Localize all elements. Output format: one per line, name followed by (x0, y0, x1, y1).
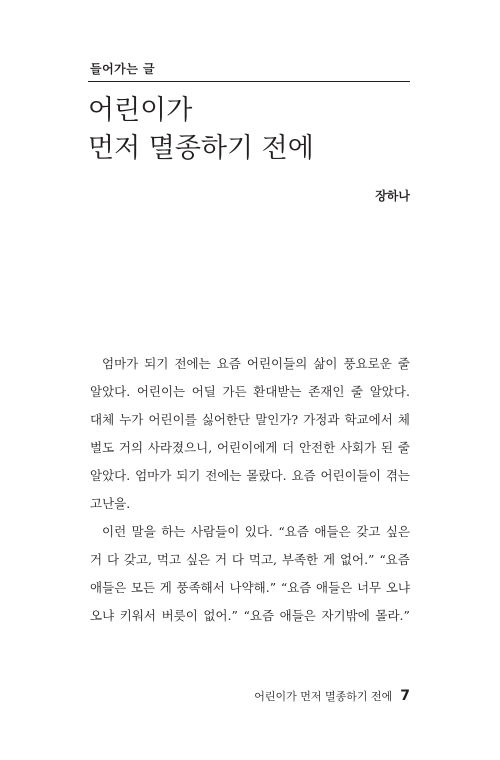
chapter-title-line-1: 어린이가 (88, 95, 193, 126)
body-line: 알았다. 어린이는 어딜 가든 환대받는 존재인 줄 알았다. (90, 384, 410, 399)
body-line: 거 다 갖고, 먹고 싶은 거 다 먹고, 부족한 게 없어.” “요즘 (90, 552, 410, 567)
body-line: 대체 누가 어린이를 싫어한단 말인가? 가정과 학교에서 체 (90, 412, 410, 427)
body-line: 벌도 거의 사라졌으니, 어린이에게 더 안전한 사회가 된 줄 (90, 440, 410, 455)
body-line: 오냐 키워서 버릇이 없어.” “요즘 애들은 자기밖에 몰라.” (90, 608, 410, 623)
body-line: 이런 말을 하는 사람들이 있다. “요즘 애들은 갖고 싶은 (102, 524, 410, 539)
author-name: 장하나 (375, 189, 410, 203)
body-line: 애들은 모든 게 풍족해서 나약해.” “요즘 애들은 너무 오냐 (90, 580, 410, 595)
running-title: 어린이가 먼저 멸종하기 전에 (254, 690, 393, 703)
body-text (90, 350, 410, 630)
body-line: 고난을. (90, 496, 131, 511)
page-footer (254, 688, 410, 704)
chapter-title (88, 92, 314, 168)
section-label: 들어가는 글 (90, 62, 156, 76)
body-line: 알았다. 엄마가 되기 전에는 몰랐다. 요즘 어린이들이 겪는 (90, 468, 410, 483)
chapter-title-line-2: 먼저 멸종하기 전에 (88, 133, 314, 164)
page-number: 7 (400, 688, 410, 704)
body-line: 엄마가 되기 전에는 요즘 어린이들의 삶이 풍요로운 줄 (102, 356, 410, 371)
header-rule (88, 81, 410, 82)
